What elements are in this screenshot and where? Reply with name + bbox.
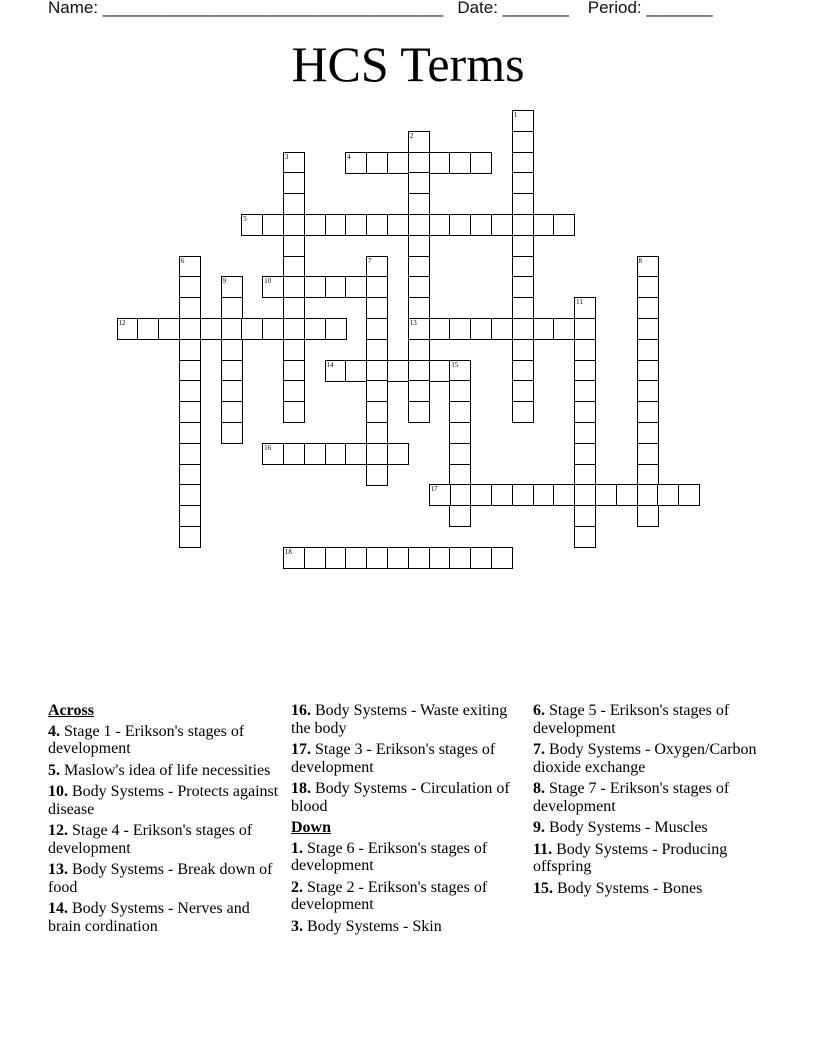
crossword-cell[interactable] bbox=[241, 318, 263, 340]
clues-column-3 bbox=[533, 702, 765, 901]
clue-down-3: 3. Body Systems - Skin bbox=[291, 917, 442, 935]
crossword-cell[interactable] bbox=[574, 484, 596, 506]
crossword-cell[interactable] bbox=[283, 360, 305, 382]
crossword-cell[interactable] bbox=[221, 276, 243, 298]
crossword-cell[interactable] bbox=[657, 484, 679, 506]
crossword-cell[interactable] bbox=[325, 443, 347, 465]
crossword-cell[interactable] bbox=[366, 547, 388, 569]
clue-number: 18 bbox=[284, 547, 292, 556]
crossword-cell[interactable] bbox=[221, 318, 243, 340]
crossword-cell[interactable] bbox=[408, 547, 430, 569]
crossword-cell[interactable] bbox=[325, 276, 347, 298]
crossword-cell[interactable] bbox=[221, 360, 243, 382]
crossword-cell[interactable] bbox=[637, 339, 659, 361]
clue-number: 12 bbox=[118, 319, 126, 327]
clue-number: 4 bbox=[347, 152, 351, 161]
crossword-cell[interactable] bbox=[283, 193, 305, 215]
clue-number: 6 bbox=[180, 256, 185, 265]
crossword-cell[interactable] bbox=[283, 235, 305, 257]
crossword-cell[interactable] bbox=[366, 214, 388, 236]
crossword-cell[interactable] bbox=[533, 484, 555, 506]
crossword-cell[interactable] bbox=[512, 401, 534, 423]
crossword-cell[interactable] bbox=[262, 276, 284, 298]
crossword-cell[interactable] bbox=[574, 422, 596, 444]
clue-number: 8 bbox=[638, 256, 642, 265]
clue-number: 13 bbox=[409, 319, 417, 327]
crossword-cell[interactable] bbox=[449, 422, 471, 444]
clue-number: 16 bbox=[264, 443, 272, 452]
crossword-cell[interactable] bbox=[491, 318, 513, 340]
crossword-cell[interactable] bbox=[387, 547, 409, 569]
crossword-cell[interactable] bbox=[283, 318, 305, 340]
crossword-cell[interactable] bbox=[512, 360, 534, 382]
crossword-cell[interactable] bbox=[366, 464, 388, 486]
clue-down-7: 7. Body Systems - Oxygen/Carbon dioxide exchange bbox=[533, 741, 757, 776]
crossword-cell[interactable] bbox=[221, 422, 243, 444]
crossword-cell[interactable] bbox=[408, 193, 430, 215]
crossword-cell[interactable] bbox=[345, 443, 367, 465]
crossword-cell[interactable] bbox=[512, 297, 534, 319]
clue-number: 2 bbox=[409, 131, 414, 140]
crossword-cell[interactable] bbox=[408, 235, 430, 257]
crossword-cell[interactable] bbox=[470, 547, 492, 569]
crossword-cell[interactable] bbox=[637, 256, 659, 278]
crossword-cell[interactable] bbox=[283, 276, 305, 298]
clue-down-9: 9. Body Systems - Muscles bbox=[533, 819, 708, 836]
crossword-cell[interactable] bbox=[616, 484, 638, 506]
crossword-cell[interactable] bbox=[637, 505, 659, 527]
crossword-cell[interactable] bbox=[179, 401, 201, 423]
crossword-cell[interactable] bbox=[574, 401, 596, 423]
crossword-cell[interactable] bbox=[512, 235, 534, 257]
crossword-cell[interactable] bbox=[470, 484, 492, 506]
crossword-cell[interactable] bbox=[637, 360, 659, 382]
clue-down-11: 11. Body Systems - Producing offspring bbox=[533, 840, 728, 875]
crossword-cell[interactable] bbox=[283, 401, 305, 423]
crossword-cell[interactable] bbox=[366, 339, 388, 361]
crossword-cell[interactable] bbox=[366, 360, 388, 382]
down-heading: Down bbox=[291, 819, 332, 836]
crossword-cell[interactable] bbox=[429, 214, 451, 236]
crossword-cell[interactable] bbox=[304, 443, 326, 465]
crossword-cell[interactable] bbox=[449, 547, 471, 569]
crossword-cell[interactable] bbox=[179, 443, 201, 465]
crossword-cell[interactable] bbox=[408, 318, 430, 340]
crossword-cell[interactable] bbox=[553, 214, 575, 236]
clue-across-14: 14. Body Systems - Nerves and brain cordination bbox=[48, 900, 250, 935]
clue-across-16: 16. Body Systems - Waste exiting the body bbox=[291, 702, 508, 737]
crossword-cell[interactable] bbox=[408, 172, 430, 194]
clue-number: 10 bbox=[264, 277, 272, 286]
crossword-cell[interactable] bbox=[366, 152, 388, 174]
crossword-cell[interactable] bbox=[408, 380, 430, 402]
crossword-cell[interactable] bbox=[366, 380, 388, 402]
clue-number: 5 bbox=[243, 215, 247, 223]
clue-across-17: 17. Stage 3 - Erikson's stages of development bbox=[291, 741, 496, 776]
crossword-cell[interactable] bbox=[325, 360, 347, 382]
crossword-cell[interactable] bbox=[574, 464, 596, 486]
crossword-cell[interactable] bbox=[262, 443, 284, 465]
crossword-cell[interactable] bbox=[179, 276, 201, 298]
crossword-cell[interactable] bbox=[449, 214, 471, 236]
clue-down-1: 1. Stage 6 - Erikson's stages of development bbox=[291, 839, 488, 874]
crossword-cell[interactable] bbox=[637, 484, 659, 506]
clues-column-2 bbox=[291, 702, 523, 939]
crossword-cell[interactable] bbox=[221, 297, 243, 319]
crossword-cell[interactable] bbox=[179, 526, 201, 548]
crossword-cell[interactable] bbox=[283, 214, 305, 236]
crossword-cell[interactable] bbox=[449, 464, 471, 486]
crossword-cell[interactable] bbox=[449, 318, 471, 340]
crossword-cell[interactable] bbox=[574, 505, 596, 527]
crossword-cell[interactable] bbox=[366, 443, 388, 465]
crossword-cell[interactable] bbox=[158, 318, 180, 340]
crossword-cell[interactable] bbox=[491, 214, 513, 236]
clue-down-15: 15. Body Systems - Bones bbox=[533, 879, 703, 897]
crossword-cell[interactable] bbox=[512, 214, 534, 236]
crossword-cell[interactable] bbox=[512, 193, 534, 215]
crossword-cell[interactable] bbox=[262, 214, 284, 236]
page-title: HCS Terms bbox=[291, 36, 525, 92]
crossword-cell[interactable] bbox=[574, 443, 596, 465]
clue-down-8: 8. Stage 7 - Erikson's stages of development bbox=[533, 780, 730, 815]
crossword-cell[interactable] bbox=[449, 360, 471, 382]
crossword-cell[interactable] bbox=[345, 360, 367, 382]
crossword-cell[interactable] bbox=[200, 318, 222, 340]
crossword-cell[interactable] bbox=[366, 256, 388, 278]
crossword-cell[interactable] bbox=[304, 276, 326, 298]
crossword-cell[interactable] bbox=[637, 464, 659, 486]
crossword-cell[interactable] bbox=[512, 484, 534, 506]
clue-number: 17 bbox=[430, 485, 438, 494]
clues-column-1 bbox=[48, 702, 280, 939]
crossword-cell[interactable] bbox=[221, 380, 243, 402]
across-heading: Across bbox=[48, 702, 94, 719]
crossword-cell[interactable] bbox=[408, 152, 430, 174]
crossword-cell[interactable] bbox=[283, 297, 305, 319]
crossword-cell[interactable] bbox=[283, 152, 305, 174]
crossword-cell[interactable] bbox=[595, 484, 617, 506]
crossword-cell[interactable] bbox=[533, 214, 555, 236]
crossword-cell[interactable] bbox=[408, 131, 430, 153]
crossword-cell[interactable] bbox=[366, 318, 388, 340]
crossword-cell[interactable] bbox=[408, 339, 430, 361]
crossword-cell[interactable] bbox=[512, 339, 534, 361]
crossword-cell[interactable] bbox=[304, 547, 326, 569]
crossword-cell[interactable] bbox=[304, 318, 326, 340]
crossword-cell[interactable] bbox=[512, 131, 534, 153]
clue-across-4: 4. Stage 1 - Erikson's stages of development bbox=[48, 722, 245, 757]
crossword-cell[interactable] bbox=[449, 484, 471, 506]
crossword-cell[interactable] bbox=[574, 380, 596, 402]
crossword-cell[interactable] bbox=[491, 484, 513, 506]
crossword-cell[interactable] bbox=[553, 318, 575, 340]
crossword-cell[interactable] bbox=[449, 152, 471, 174]
crossword-cell[interactable] bbox=[179, 318, 201, 340]
clue-number: 3 bbox=[284, 152, 289, 161]
crossword-cell[interactable] bbox=[179, 464, 201, 486]
crossword-cell[interactable] bbox=[221, 401, 243, 423]
crossword-cell[interactable] bbox=[179, 360, 201, 382]
clue-across-5: 5. Maslow's idea of life necessities bbox=[48, 761, 271, 779]
crossword-cell[interactable] bbox=[325, 214, 347, 236]
crossword-cell[interactable] bbox=[387, 443, 409, 465]
crossword-cell[interactable] bbox=[512, 276, 534, 298]
crossword-cell[interactable] bbox=[345, 152, 367, 174]
crossword-cell[interactable] bbox=[470, 318, 492, 340]
crossword-cell[interactable] bbox=[408, 360, 430, 382]
crossword-cell[interactable] bbox=[429, 547, 451, 569]
crossword-cell[interactable] bbox=[408, 276, 430, 298]
crossword-cell[interactable] bbox=[283, 339, 305, 361]
crossword-cell[interactable] bbox=[283, 443, 305, 465]
clue-across-18: 18. Body Systems - Circulation of blood bbox=[291, 780, 510, 815]
crossword-cell[interactable] bbox=[637, 401, 659, 423]
crossword-cell[interactable] bbox=[408, 256, 430, 278]
crossword-cell[interactable] bbox=[304, 214, 326, 236]
crossword-cell[interactable] bbox=[179, 256, 201, 278]
crossword-cell[interactable] bbox=[637, 443, 659, 465]
crossword-cell[interactable] bbox=[366, 297, 388, 319]
crossword-cell[interactable] bbox=[325, 318, 347, 340]
crossword-cell[interactable] bbox=[512, 318, 534, 340]
crossword-cell[interactable] bbox=[325, 547, 347, 569]
crossword-cell[interactable] bbox=[637, 380, 659, 402]
crossword-cell[interactable] bbox=[512, 256, 534, 278]
crossword-cell[interactable] bbox=[637, 422, 659, 444]
crossword-cell[interactable] bbox=[470, 214, 492, 236]
crossword-cell[interactable] bbox=[283, 172, 305, 194]
crossword-cell[interactable] bbox=[366, 401, 388, 423]
clue-number: 11 bbox=[576, 298, 583, 307]
crossword-cell[interactable] bbox=[512, 110, 534, 132]
crossword-cell[interactable] bbox=[449, 401, 471, 423]
crossword-cell[interactable] bbox=[470, 152, 492, 174]
crossword-cell[interactable] bbox=[637, 297, 659, 319]
crossword-cell[interactable] bbox=[221, 339, 243, 361]
crossword-cell[interactable] bbox=[137, 318, 159, 340]
clue-number: 9 bbox=[222, 277, 226, 286]
name-date-period-line: Name: ____________________________________ Date: _______ Period: _______ bbox=[48, 0, 713, 17]
crossword-cell[interactable] bbox=[408, 214, 430, 236]
crossword-cell[interactable] bbox=[345, 214, 367, 236]
crossword-cell[interactable] bbox=[179, 505, 201, 527]
crossword-cell[interactable] bbox=[512, 152, 534, 174]
crossword-cell[interactable] bbox=[491, 547, 513, 569]
crossword-cell[interactable] bbox=[449, 505, 471, 527]
crossword-cell[interactable] bbox=[533, 318, 555, 340]
crossword-cell[interactable] bbox=[117, 318, 139, 340]
crossword-cell[interactable] bbox=[179, 484, 201, 506]
crossword-cell[interactable] bbox=[512, 380, 534, 402]
clue-number: 14 bbox=[326, 360, 334, 369]
crossword-cell[interactable] bbox=[283, 380, 305, 402]
crossword-cell[interactable] bbox=[574, 526, 596, 548]
crossword-cell[interactable] bbox=[283, 256, 305, 278]
crossword-cell[interactable] bbox=[574, 297, 596, 319]
crossword-cell[interactable] bbox=[574, 339, 596, 361]
crossword-cell[interactable] bbox=[553, 484, 575, 506]
crossword-cell[interactable] bbox=[241, 214, 263, 236]
crossword-cell[interactable] bbox=[574, 360, 596, 382]
clue-across-10: 10. Body Systems - Protects against disease bbox=[48, 783, 279, 818]
crossword-cell[interactable] bbox=[637, 318, 659, 340]
crossword-cell[interactable] bbox=[449, 443, 471, 465]
crossword-cell[interactable] bbox=[678, 484, 700, 506]
crossword-cell[interactable] bbox=[408, 401, 430, 423]
clue-number: 1 bbox=[513, 111, 518, 119]
crossword-cell[interactable] bbox=[366, 422, 388, 444]
crossword-cell[interactable] bbox=[387, 152, 409, 174]
crossword-cell[interactable] bbox=[429, 318, 451, 340]
crossword-cell[interactable] bbox=[345, 547, 367, 569]
crossword-cell[interactable] bbox=[387, 214, 409, 236]
crossword-cell[interactable] bbox=[512, 172, 534, 194]
crossword-cell[interactable] bbox=[345, 276, 367, 298]
clue-down-2: 2. Stage 2 - Erikson's stages of development bbox=[291, 878, 488, 913]
crossword-cell[interactable] bbox=[429, 152, 451, 174]
crossword-cell[interactable] bbox=[179, 339, 201, 361]
crossword-cell[interactable] bbox=[366, 276, 388, 298]
crossword-cell[interactable] bbox=[429, 360, 451, 382]
crossword-cell[interactable] bbox=[179, 422, 201, 444]
crossword-cell[interactable] bbox=[179, 297, 201, 319]
crossword-cell[interactable] bbox=[449, 380, 471, 402]
clue-number: 7 bbox=[368, 256, 372, 265]
crossword-cell[interactable] bbox=[574, 318, 596, 340]
crossword-cell[interactable] bbox=[283, 547, 305, 569]
crossword-cell[interactable] bbox=[179, 380, 201, 402]
clue-number: 15 bbox=[451, 360, 459, 369]
crossword-cell[interactable] bbox=[637, 276, 659, 298]
clue-across-12: 12. Stage 4 - Erikson's stages of development bbox=[48, 822, 253, 857]
crossword-cell[interactable] bbox=[408, 297, 430, 319]
clue-down-6: 6. Stage 5 - Erikson's stages of development bbox=[533, 702, 730, 737]
crossword-cell[interactable] bbox=[387, 360, 409, 382]
clue-across-13: 13. Body Systems - Break down of food bbox=[48, 861, 273, 896]
crossword-cell[interactable] bbox=[262, 318, 284, 340]
crossword-cell[interactable] bbox=[429, 484, 451, 506]
